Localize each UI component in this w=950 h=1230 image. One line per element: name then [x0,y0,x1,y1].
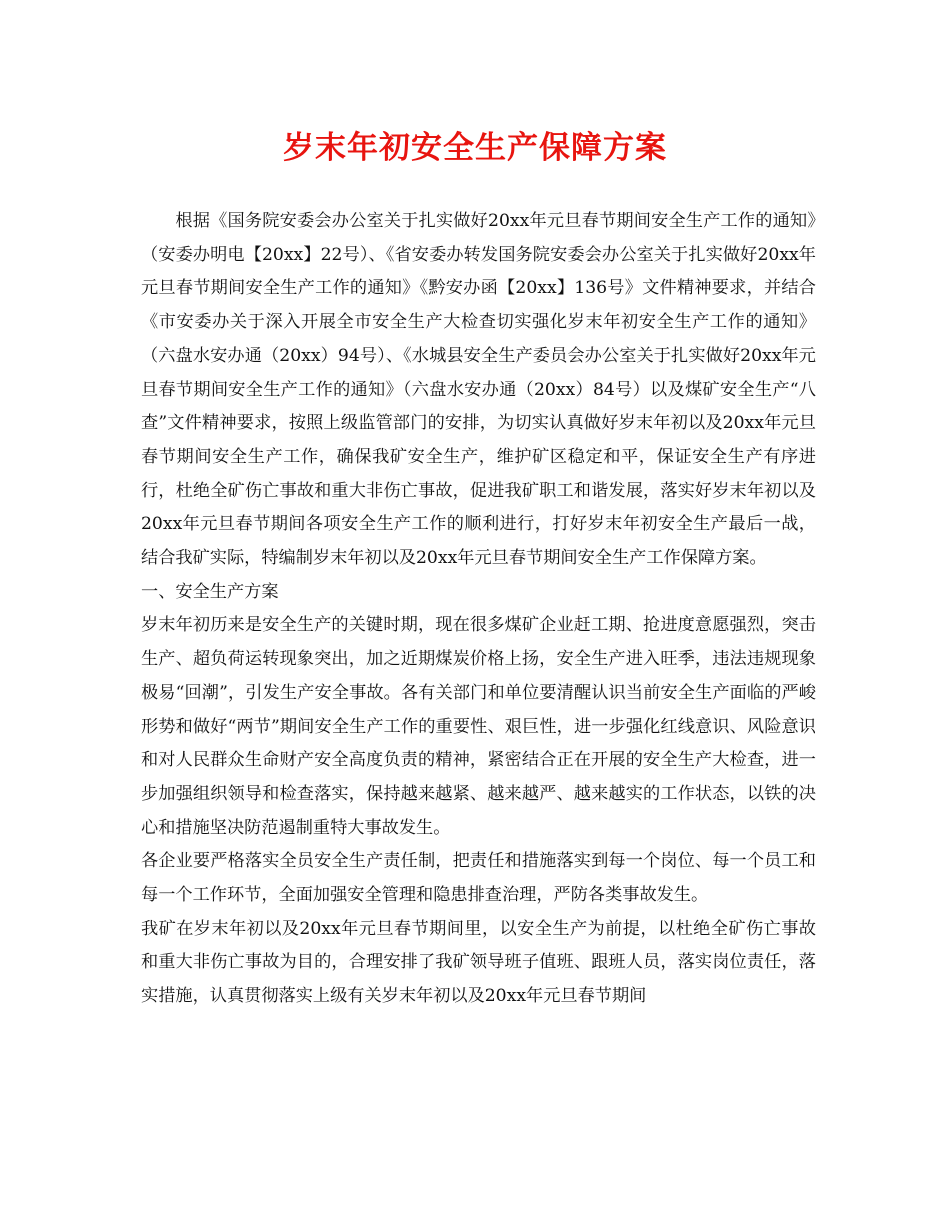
paragraph-arrangement: 我矿在岁末年初以及20xx年元旦春节期间里，以安全生产为前提，以杜绝全矿伤亡事故和重大非伤亡事故为目的，合理安排了我矿领导班子值班、跟班人员，落实岗位责任，落实措施，认真贯彻落实上级有关岁末年初以及20xx年元旦春节期间 [141,918,816,1007]
paragraph-responsibility: 各企业要严格落实全员安全生产责任制，把责任和措施落实到每一个岗位、每一个员工和每一个工作环节，全面加强安全管理和隐患排查治理，严防各类事故发生。 [141,851,816,906]
paragraph-intro: 根据《国务院安委会办公室关于扎实做好20xx年元旦春节期间安全生产工作的通知》（安委办明电【20xx】22号）、《省安委办转发国务院安委会办公室关于扎实做好20xx年元旦春节期间安全生产工作的通知》《黔安办函【20xx】136号》文件精神要求，并结合《市安委办关于深入开展全市安全生产大检查切实强化岁末年初安全生产工作的通知》（六盘水安办通（20xx）94号）、《水城县安全生产委员会办公室关于扎实做好20xx年元旦春节期间安全生产工作的通知》（六盘水安办通（20xx）84号）以及煤矿安全生产“八查”文件精神要求，按照上级监管部门的安排，为切实认真做好岁末年初以及20xx年元旦春节期间安全生产工作，确保我矿安全生产，维护矿区稳定和平，保证安全生产有序进行，杜绝全矿伤亡事故和重大非伤亡事故，促进我矿职工和谐发展，落实好岁末年初以及20xx年元旦春节期间各项安全生产工作的顺利进行，打好岁末年初安全生产最后一战，结合我矿实际，特编制岁末年初以及20xx年元旦春节期间安全生产工作保障方案。 [141,211,816,569]
paragraph-section-1: 岁末年初历来是安全生产的关键时期，现在很多煤矿企业赶工期、抢进度意愿强烈，突击生产、超负荷运转现象突出，加之近期煤炭价格上扬，安全生产进入旺季，违法违规现象极易“回潮”，引发生产安全事故。各有关部门和单位要清醒认识当前安全生产面临的严峻形势和做好“两节”期间安全生产工作的重要性、艰巨性，进一步强化红线意识、风险意识和对人民群众生命财产安全高度负责的精神，紧密结合正在开展的安全生产大检查，进一步加强组织领导和检查落实，保持越来越紧、越来越严、越来越实的工作状态，以铁的决心和措施坚决防范遏制重特大事故发生。 [141,615,816,838]
document-title: 岁末年初安全生产保障方案 [283,130,667,166]
section-heading-1: 一、安全生产方案 [141,581,279,602]
document-body [141,205,816,1014]
